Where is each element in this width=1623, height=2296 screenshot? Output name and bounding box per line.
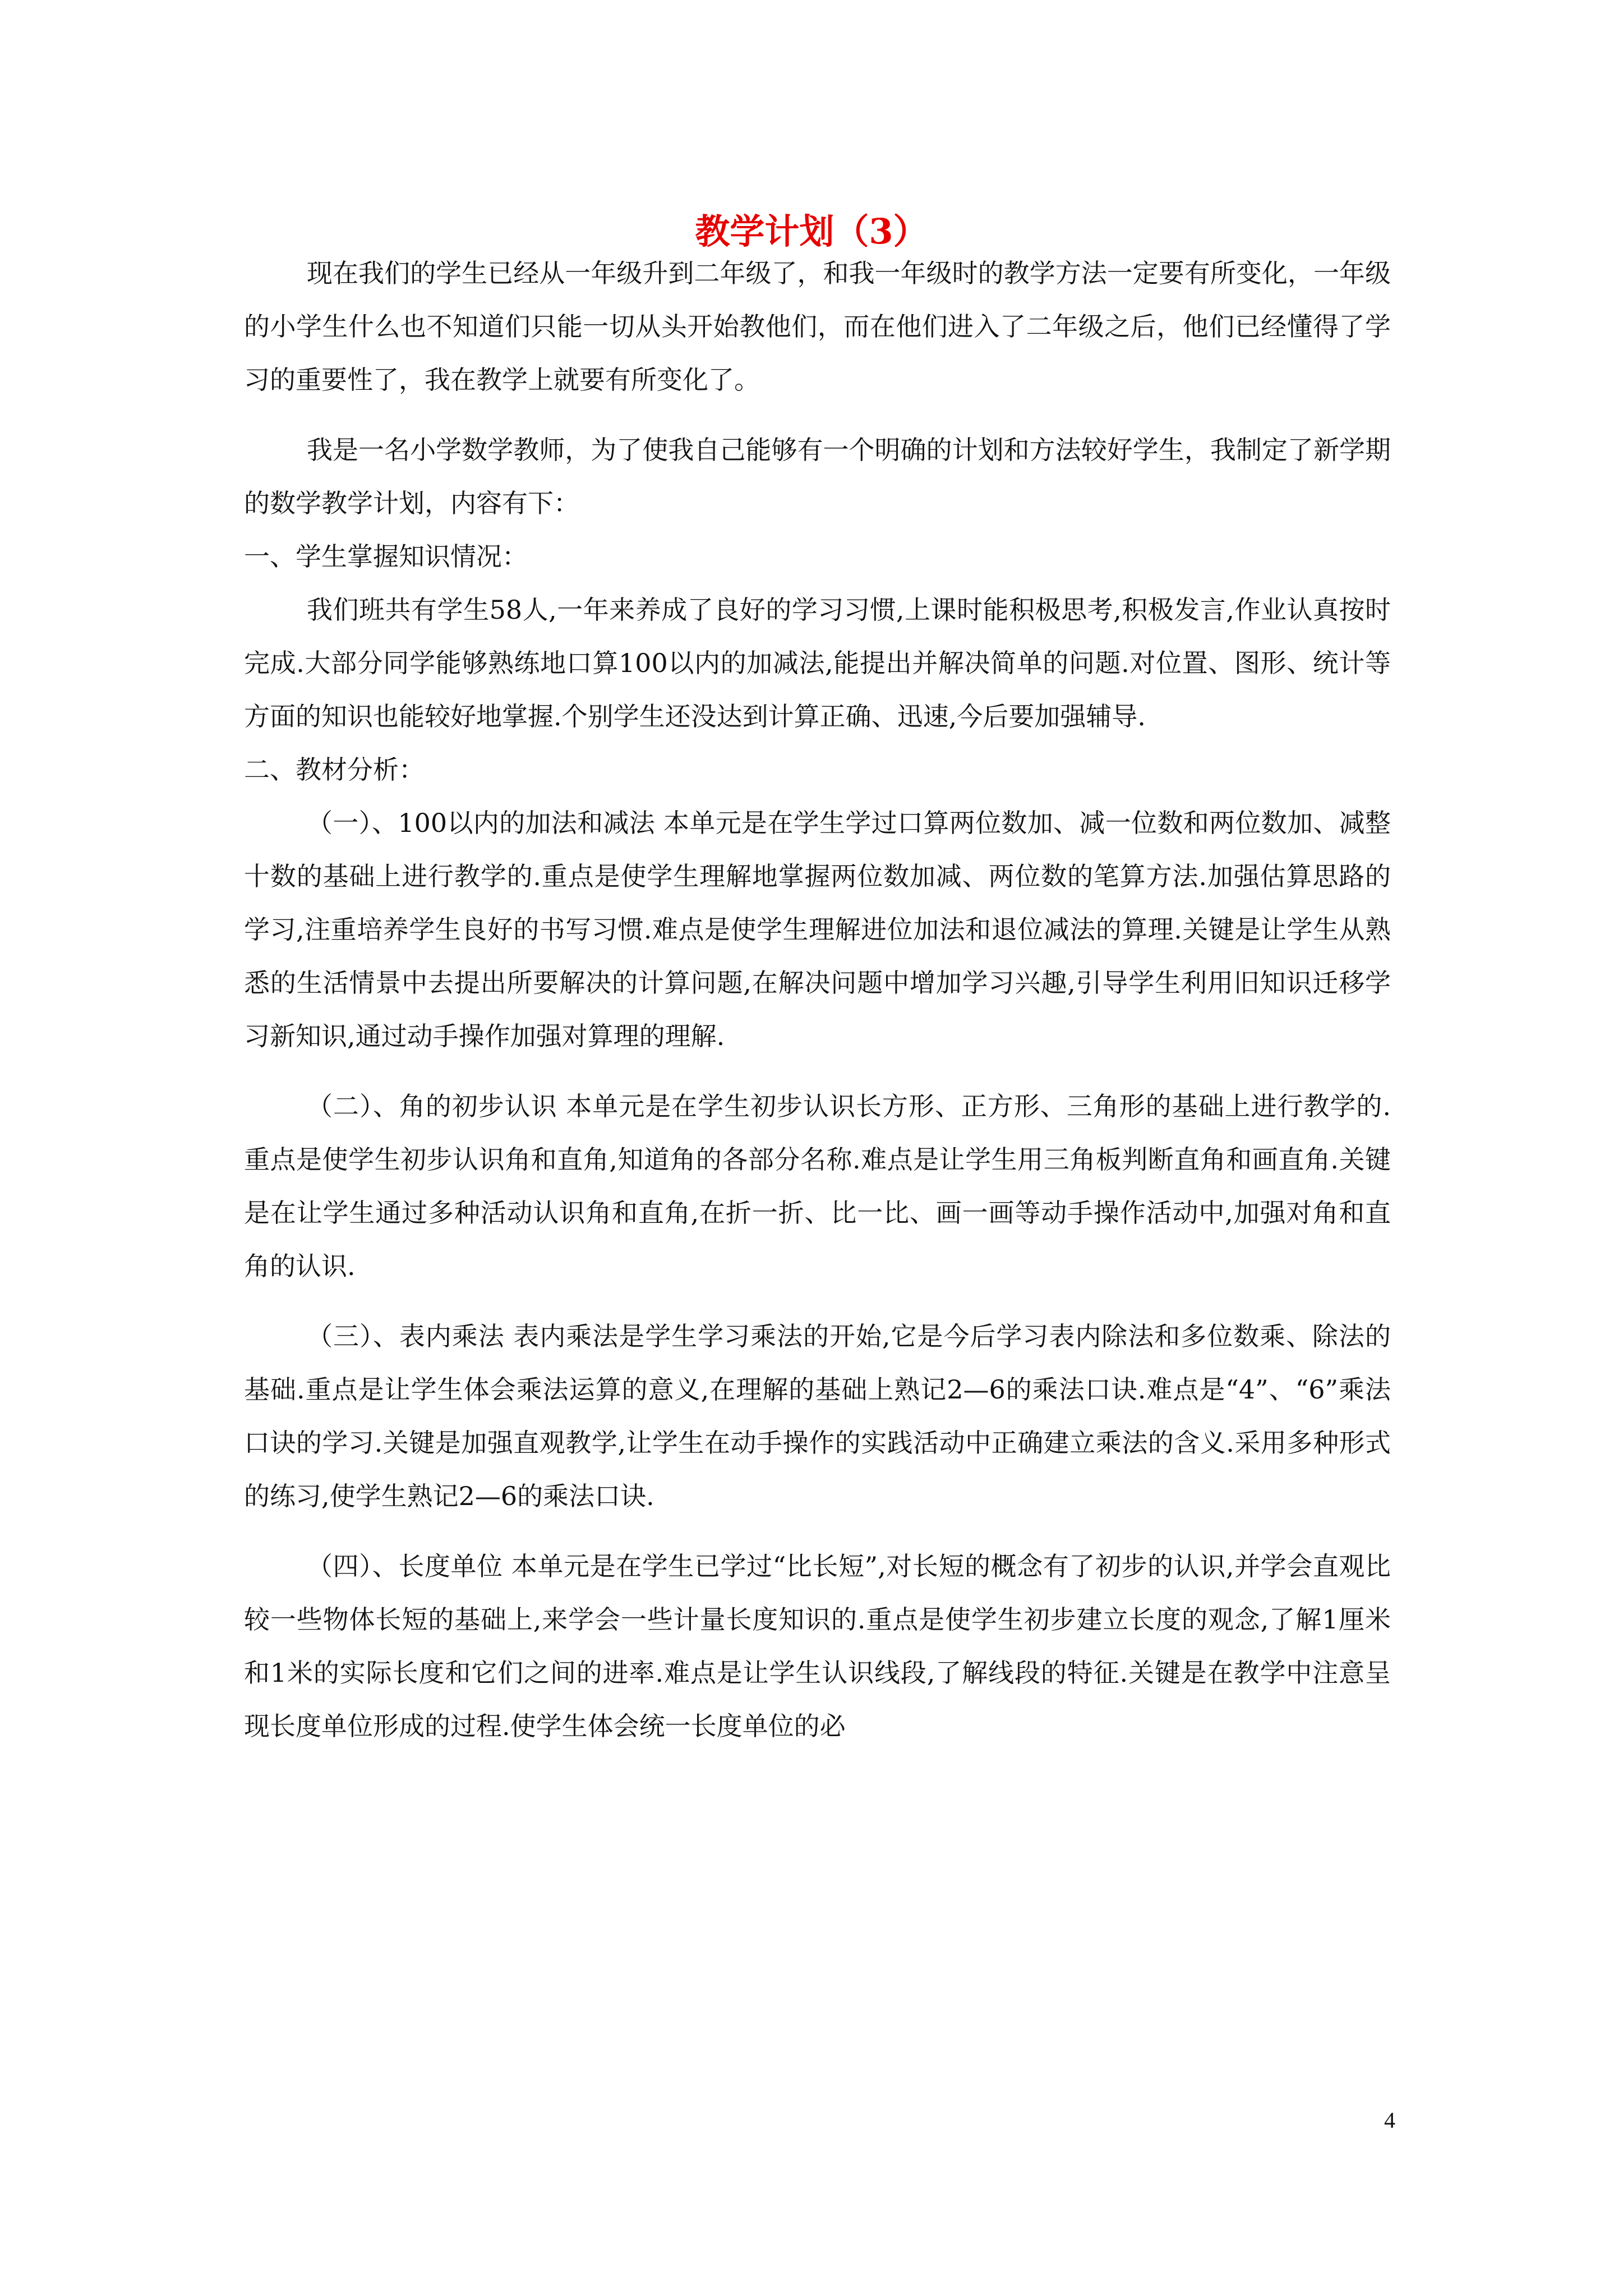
paragraph-unit-addition-subtraction: （一）、100以内的加法和减法 本单元是在学生学过口算两位数加、减一位数和两位数加、减整十数的基础上进行教学的.重点是使学生理解地掌握两位数加减、两位数的笔算方法.加强估算思路的学习,注重培养学生良好的书写习惯.难点是使学生理解进位加法和退位减法的算理.关键是让学生从熟悉的生活情景中去提出所要解决的计算问题,在解决问题中增加学习兴趣,引导学生利用旧知识迁移学习新知识,通过动手操作加强对算理的理解. bbox=[244, 808, 1391, 1051]
paragraph-unit-multiplication: （三）、表内乘法 表内乘法是学生学习乘法的开始,它是今后学习表内除法和多位数乘、除法的基础.重点是让学生体会乘法运算的意义,在理解的基础上熟记2—6的乘法口诀.难点是“4”、“6”乘法口诀的学习.关键是加强直观教学,让学生在动手操作的实践活动中正确建立乘法的含义.采用多种形式的练习,使学生熟记2—6的乘法口诀. bbox=[244, 1321, 1391, 1511]
paragraph-unit-length: （四）、长度单位 本单元是在学生已学过“比长短”,对长短的概念有了初步的认识,并学会直观比较一些物体长短的基础上,来学会一些计量长度知识的.重点是使学生初步建立长度的观念,了解1厘米和1米的实际长度和它们之间的进率.难点是让学生认识线段,了解线段的特征.关键是在教学中注意呈现长度单位形成的过程.使学生体会统一长度单位的必 bbox=[244, 1551, 1391, 1741]
paragraph-student-knowledge: 我们班共有学生58人,一年来养成了良好的学习习惯,上课时能积极思考,积极发言,作业认真按时完成.大部分同学能够熟练地口算100以内的加减法,能提出并解决简单的问题.对位置、图形、统计等方面的知识也能较好地掌握.个别学生还没达到计算正确、迅速,今后要加强辅导. bbox=[244, 595, 1391, 731]
paragraph-intro: 现在我们的学生已经从一年级升到二年级了，和我一年级时的教学方法一定要有所变化，一年级的小学生什么也不知道们只能一切从头开始教他们，而在他们进入了二年级之后，他们已经懂得了学习的重要性了，我在教学上就要有所变化了。 bbox=[244, 258, 1391, 395]
section-heading-student-knowledge: 一、学生掌握知识情况： bbox=[244, 541, 528, 572]
paragraph-unit-angles: （二）、角的初步认识 本单元是在学生初步认识长方形、正方形、三角形的基础上进行教学的.重点是使学生初步认识角和直角,知道角的各部分名称.难点是让学生用三角板判断直角和画直角.关键是在让学生通过多种活动认识角和直角,在折一折、比一比、画一画等动手操作活动中,加强对角和直角的认识. bbox=[244, 1091, 1391, 1281]
paragraph-plan-statement: 我是一名小学数学教师，为了使我自己能够有一个明确的计划和方法较好学生，我制定了新学期的数学教学计划，内容有下： bbox=[244, 435, 1391, 518]
document-body bbox=[244, 247, 1391, 1753]
section-heading-material-analysis: 二、教材分析： bbox=[244, 754, 425, 785]
page-number: 4 bbox=[1384, 2108, 1395, 2133]
page-title: 教学计划（3） bbox=[695, 211, 928, 252]
